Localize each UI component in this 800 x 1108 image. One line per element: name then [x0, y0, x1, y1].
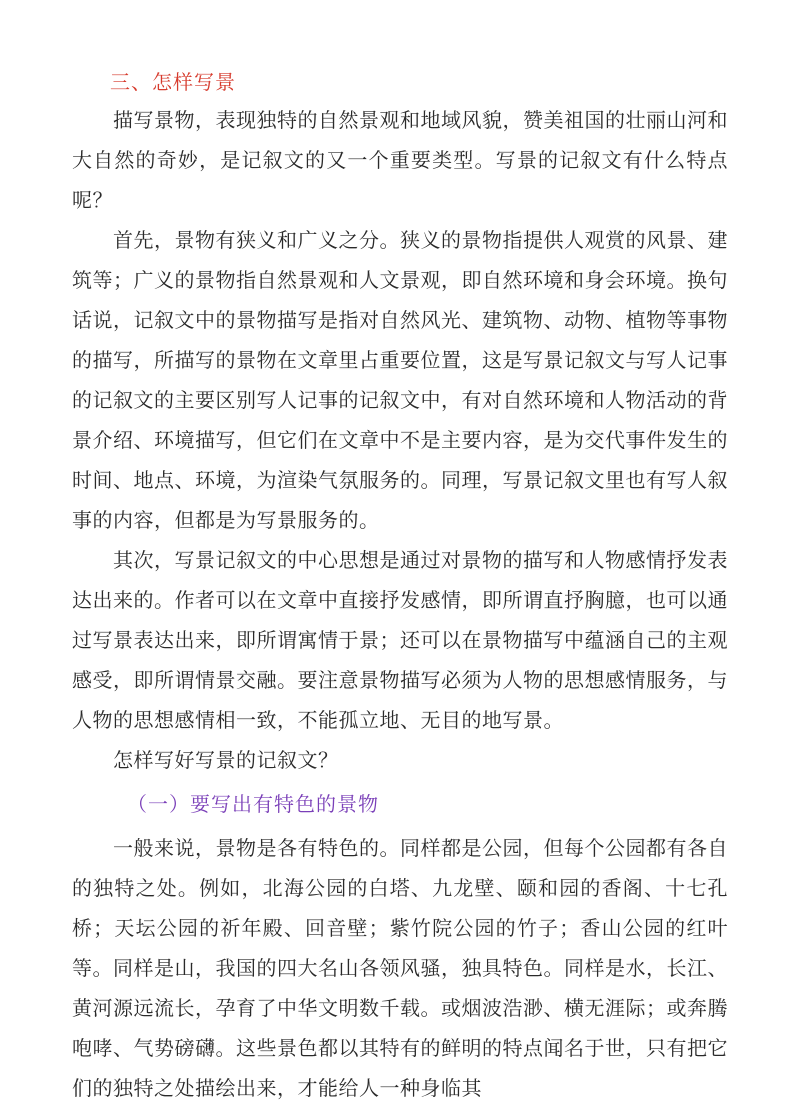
paragraph-subsection-body: 一般来说，景物是各有特色的。同样都是公园，但每个公园都有各自的独特之处。例如，北海公园的白塔、九龙壁、颐和园的香阁、十七孔桥；天坛公园的祈年殿、回音壁；紫竹院公园的竹子；香山公园的红叶等。同样是山，我国的四大名山各领风骚，独具特色。同样是水，长江、黄河源远流长，孕育了中华文明数千载。或烟波浩渺、横无涯际；或奔腾咆哮、气势磅礴。这些景色都以其特有的鲜明的特点闻名于世，只有把它们的独特之处描绘出来，才能给人一种身临其 [72, 836, 728, 1100]
paragraph-question: 怎样写好写景的记叙文？ [113, 748, 339, 772]
paragraph-first-point: 首先，景物有狭义和广义之分。狭义的景物指提供人观赏的风景、建筑等；广义的景物指自然景观和人文景观，即自然环境和身会环境。换句话说，记叙文中的景物描写是指对自然风光、建筑物、动物、植物等事物的描写，所描写的景物在文章里占重要位置，这是写景记叙文与写人记事的记叙文的主要区别写人记事的记叙文中，有对自然环境和人物活动的背景介绍、环境描写，但它们在文章中不是主要内容，是为交代事件发生的时间、地点、环境，为渲染气氛服务的。同理，写景记叙文里也有写人叙事的内容，但都是为写景服务的。 [72, 228, 728, 532]
section-title: 三、怎样写景 [110, 70, 236, 94]
paragraph-second-point: 其次，写景记叙文的中心思想是通过对景物的描写和人物感情抒发表达出来的。作者可以在文章中直接抒发感情，即所谓直抒胸臆，也可以通过写景表达出来，即所谓寓情于景；还可以在景物描写中蕴涵自己的主观感受，即所谓情景交融。要注意景物描写必须为人物的思想感情服务，与人物的思想感情相一致，不能孤立地、无目的地写景。 [72, 548, 728, 732]
document-body [72, 100, 728, 1108]
paragraph-intro: 描写景物，表现独特的自然景观和地域风貌，赞美祖国的壮丽山河和大自然的奇妙，是记叙文的又一个重要类型。写景的记叙文有什么特点呢？ [72, 108, 728, 212]
subsection-title: （一）要写出有特色的景物 [127, 792, 379, 816]
